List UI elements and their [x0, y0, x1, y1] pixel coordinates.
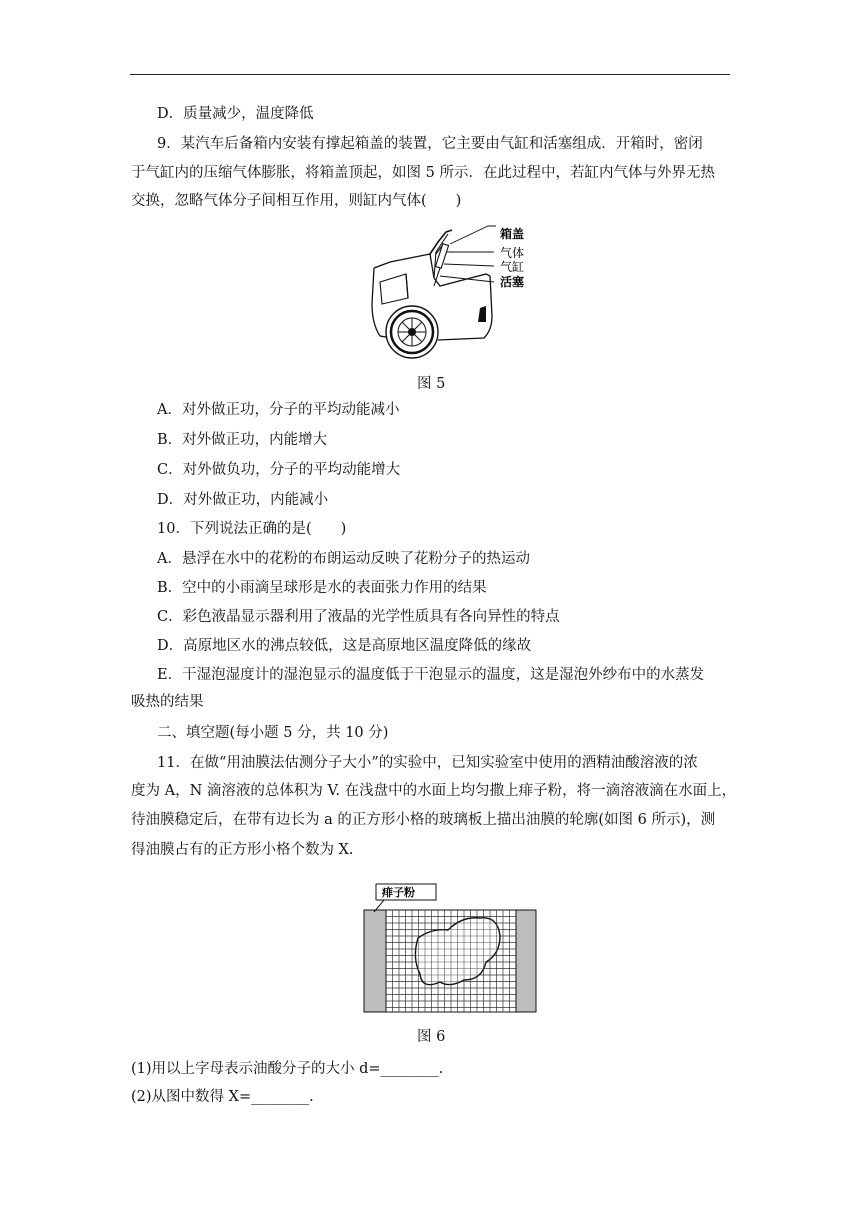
- q11-stem-line4: 得油膜占有的正方形小格个数为 X.: [131, 842, 354, 858]
- q9-stem-line3: 交换，忽略气体分子间相互作用，则缸内气体( ): [131, 193, 462, 209]
- label-powder: 痱子粉: [382, 887, 415, 899]
- q11-stem-line1: 11．在做“用油膜法估测分子大小”的实验中，已知实验室中使用的酒精油酸溶液的浓: [157, 755, 698, 771]
- q10-stem: 10．下列说法正确的是( ): [157, 521, 347, 537]
- q10-option-e-line2: 吸热的结果: [131, 694, 204, 710]
- q9-option-c: C．对外做负功，分子的平均动能增大: [157, 462, 401, 478]
- header-rule: [130, 74, 730, 75]
- q10-option-b: B．空中的小雨滴呈球形是水的表面张力作用的结果: [157, 580, 487, 596]
- figure-5-car-trunk: [368, 224, 536, 362]
- car-wheel: [386, 306, 438, 358]
- q11-sub1: (1)用以上字母表示油酸分子的大小 d=________.: [131, 1061, 444, 1077]
- q9-stem-line2: 于气缸内的压缩气体膨胀，将箱盖顶起，如图 5 所示．在此过程中，若缸内气体与外界无热: [131, 165, 715, 181]
- label-piston: 活塞: [500, 275, 525, 289]
- figure-5-caption: 图 5: [417, 376, 446, 392]
- section-2-title: 二、填空题(每小题 5 分，共 10 分): [157, 725, 389, 741]
- label-lid: 箱盖: [500, 227, 525, 241]
- q10-option-a: A．悬浮在水中的花粉的布朗运动反映了花粉分子的热运动: [157, 551, 530, 567]
- figure-6-caption: 图 6: [417, 1029, 446, 1045]
- q11-stem-line3: 待油膜稳定后，在带有边长为 a 的正方形小格的玻璃板上描出油膜的轮廓(如图 6 所示)，测: [131, 812, 716, 828]
- q9-stem-line1: 9．某汽车后备箱内安装有撑起箱盖的装置，它主要由气缸和活塞组成．开箱时，密闭: [157, 136, 703, 152]
- q11-sub2: (2)从图中数得 X=________.: [131, 1089, 314, 1105]
- q9-option-a: A．对外做正功，分子的平均动能减小: [157, 402, 400, 418]
- q11-stem-line2: 度为 A，N 滴溶液的总体积为 V. 在浅盘中的水面上均匀撒上痱子粉，将一滴溶液滴在水面上，: [131, 783, 737, 799]
- q10-option-e-line1: E．干湿泡湿度计的湿泡显示的温度低于干泡显示的温度，这是湿泡外纱布中的水蒸发: [157, 667, 705, 683]
- label-gas: 气体: [500, 246, 525, 260]
- figure-6-oil-film-grid: [362, 880, 538, 1016]
- q8-option-d: D．质量减少，温度降低: [157, 106, 314, 122]
- q9-option-b: B．对外做正功，内能增大: [157, 432, 328, 448]
- q10-option-d: D．高原地区水的沸点较低，这是高原地区温度降低的缘故: [157, 638, 532, 654]
- q10-option-c: C．彩色液晶显示器利用了液晶的光学性质具有各向异性的特点: [157, 609, 560, 625]
- label-cylinder: 气缸: [500, 260, 525, 274]
- q9-option-d: D．对外做正功，内能减小: [157, 492, 329, 508]
